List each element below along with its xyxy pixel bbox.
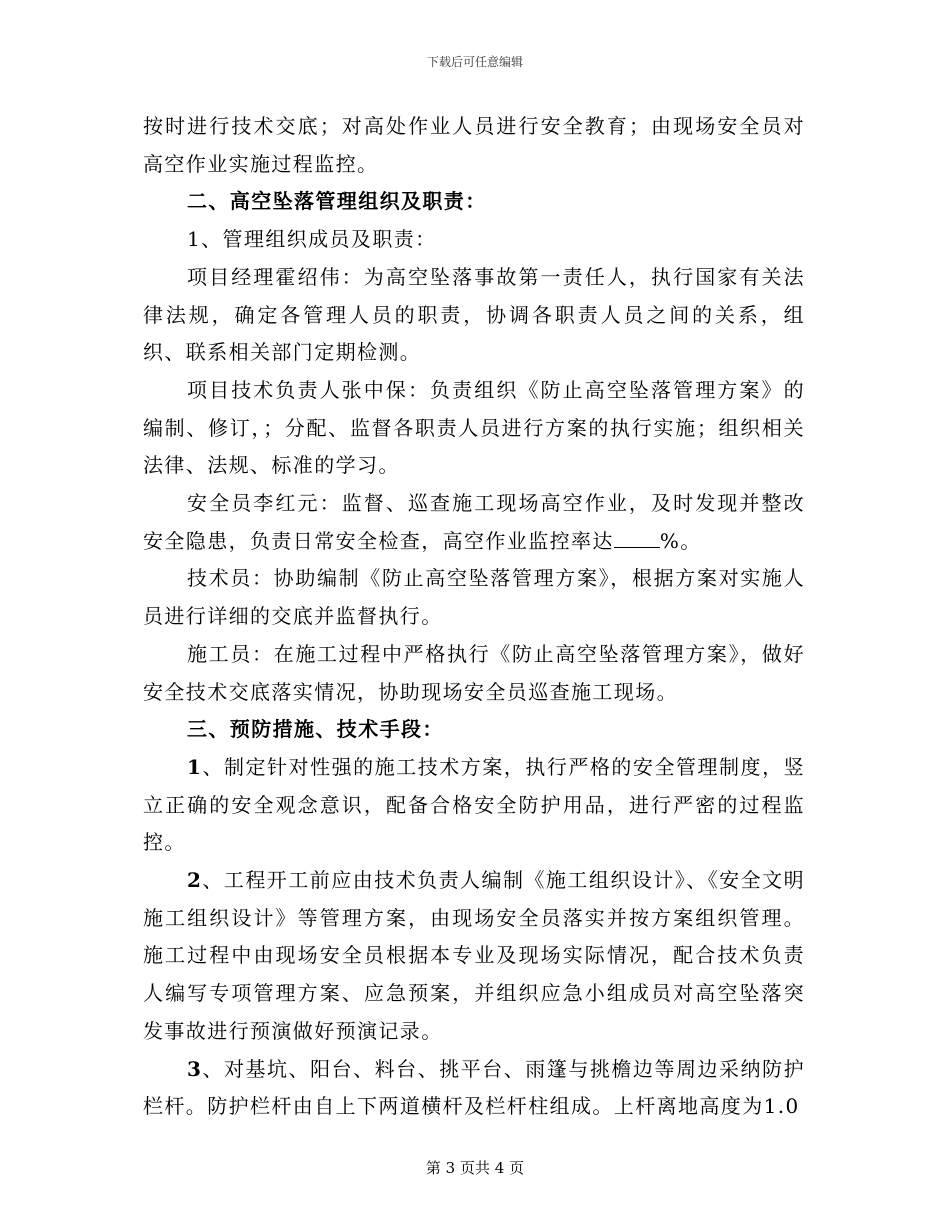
measure-text: 、制定针对性强的施工技术方案，执行严格的安全管理制度，竖立正确的安全观念意识，配备合格安全防护用品，进行严密的过程监控。	[143, 754, 805, 855]
paragraph-technician: 技术员：协助编制《防止高空坠落管理方案》，根据方案对实施人员进行详细的交底并监督执行。	[143, 566, 805, 629]
measure-item-3	[143, 1051, 805, 1126]
measure-text: 、对基坑、阳台、料台、挑平台、雨篷与挑檐边等周边采纳防护栏杆。防护栏杆由自上下两道横杆及栏杆柱组成。上杆离地高度为1.0	[143, 1056, 805, 1119]
measure-number: 2	[187, 868, 203, 893]
paragraph-project-manager: 项目经理霍绍伟：为高空坠落事故第一责任人，执行国家有关法律法规，确定各管理人员的职责，协调各职责人员之间的关系，组织、联系相关部门定期检测。	[143, 264, 805, 365]
measure-text: 、工程开工前应由技术负责人编制《施工组织设计》、《安全文明施工组织设计》等管理方案，由现场安全员落实并按方案组织管理。施工过程中由现场安全员根据本专业及现场实际情况，配合技术负责人编写专项管理方案、应急预案，并组织应急小组成员对高空坠落突发事故进行预演做好预演记录。	[143, 868, 805, 1043]
measure-item-1	[143, 749, 805, 862]
page-footer	[0, 1158, 950, 1178]
section-heading-3: 三、预防措施、技术手段：	[187, 717, 444, 742]
measure-number: 1	[187, 754, 203, 779]
safety-officer-percent: %。	[659, 528, 702, 553]
section-heading-2: 二、高空坠落管理组织及职责：	[187, 189, 487, 214]
page-number: 第 3 页共 4 页	[425, 1159, 525, 1177]
paragraph-intro: 按时进行技术交底；对高处作业人员进行安全教育；由现场安全员对高空作业实施过程监控。	[143, 114, 805, 176]
paragraph-safety-officer	[143, 485, 805, 560]
measure-number: 3	[187, 1056, 203, 1081]
paragraph-constructor: 施工员：在施工过程中严格执行《防止高空坠落管理方案》，做好安全技术交底落实情况，协助现场安全员巡查施工现场。	[143, 641, 805, 704]
measure-item-2	[143, 862, 805, 1051]
subsection-heading-1: 1、管理组织成员及职责：	[187, 227, 437, 252]
blank-fill-line	[614, 546, 660, 548]
paragraph-technical-lead: 项目技术负责人张中保：负责组织《防止高空坠落管理方案》的编制、修订，；分配、监督各职责人员进行方案的执行实施；组织相关法律、法规、标准的学习。	[143, 377, 805, 478]
safety-officer-text: 安全员李红元：监督、巡查施工现场高空作业，及时发现并整改安全隐患，负责日常安全检查，高空作业监控率达	[143, 491, 805, 553]
page-header	[0, 54, 950, 70]
page-header-text: 下载后可任意编辑	[426, 55, 523, 69]
document-body	[143, 108, 805, 1126]
